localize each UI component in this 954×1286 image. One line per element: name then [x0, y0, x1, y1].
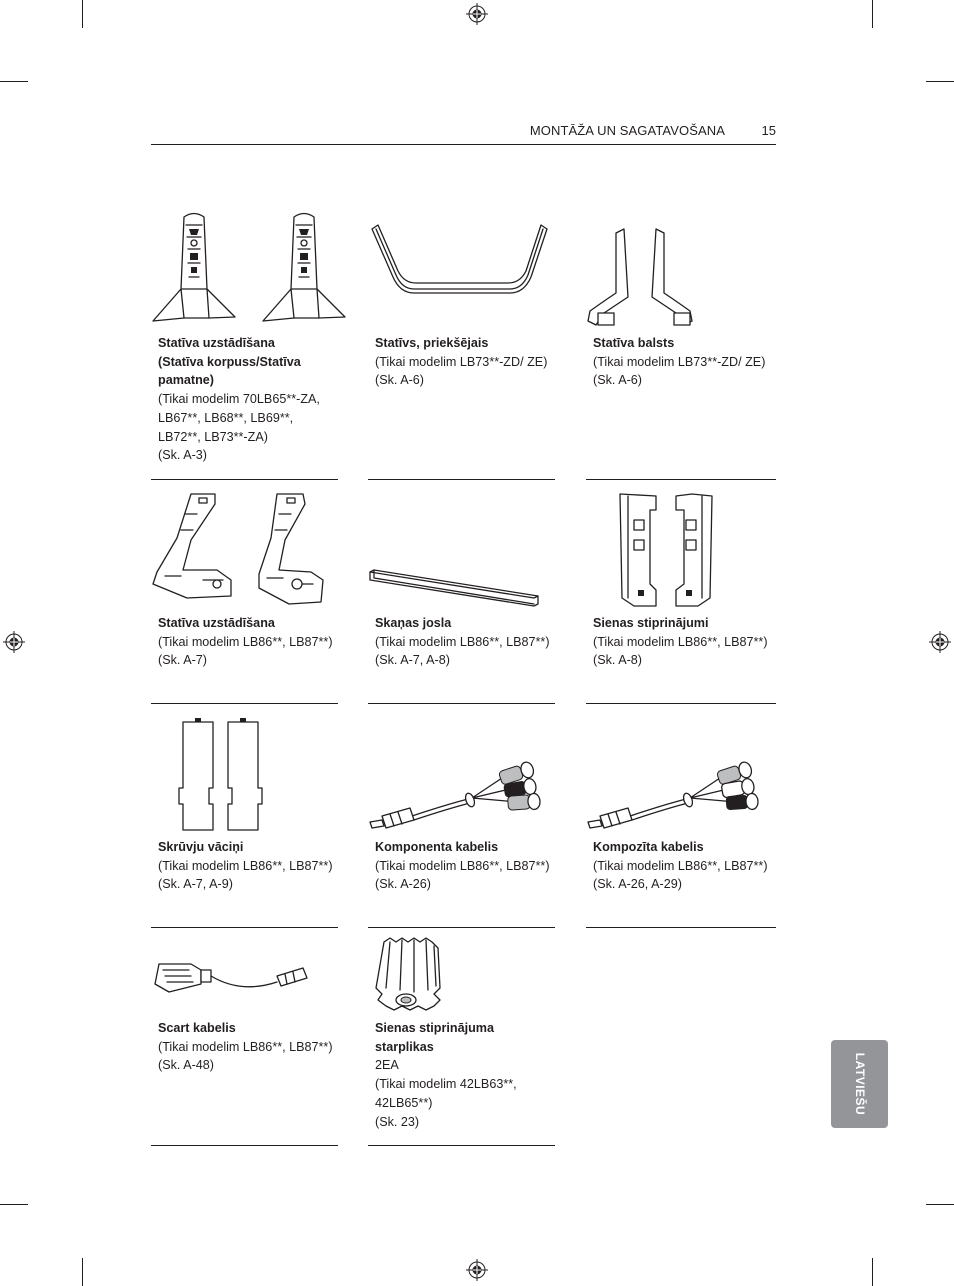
- item-description: [158, 334, 333, 465]
- item-title: Statīva uzstādīšana: [158, 616, 275, 630]
- crop-mark: [82, 1258, 83, 1286]
- item-cell: [368, 480, 555, 704]
- item-cell: [151, 928, 338, 1146]
- item-body: (Tikai modelim LB73**-ZD/ ZE) (Sk. A-6): [593, 354, 766, 388]
- item-body: (Tikai modelim LB73**-ZD/ ZE) (Sk. A-6): [375, 354, 548, 388]
- item-cell: [368, 928, 555, 1146]
- crop-mark: [926, 1204, 954, 1205]
- item-cell: [586, 205, 776, 480]
- registration-mark-icon: [929, 631, 951, 653]
- screw-caps-icon: [151, 704, 338, 834]
- item-title: Statīva balsts: [593, 336, 675, 350]
- crop-mark: [0, 1204, 28, 1205]
- item-body: (Tikai modelim LB86**, LB87**) (Sk. A-7): [158, 634, 333, 668]
- item-cell: [586, 480, 776, 704]
- item-description: [593, 334, 768, 390]
- scart-cable-icon: [151, 928, 338, 1018]
- item-body: (Tikai modelim LB86**, LB87**) (Sk. A-7, A-8): [375, 634, 550, 668]
- crop-mark: [82, 0, 83, 28]
- item-body: (Tikai modelim LB86**, LB87**) (Sk. A-7, A-9): [158, 858, 333, 892]
- item-cell: [586, 704, 776, 928]
- item-description: [375, 614, 550, 670]
- item-title: Sienas stiprinājuma starplikas: [375, 1021, 494, 1054]
- page-number: 15: [761, 123, 776, 138]
- item-description: [158, 838, 333, 894]
- page-header: [151, 120, 776, 145]
- item-cell: [368, 205, 555, 480]
- item-title: Skaņas josla: [375, 616, 452, 630]
- item-title: Scart kabelis: [158, 1021, 236, 1035]
- stand-assembly-lb86-icon: [151, 480, 338, 610]
- item-description: [593, 614, 768, 670]
- item-cell: [151, 704, 338, 928]
- language-tab-label: LATVIEŠU: [852, 1052, 867, 1116]
- item-description: [375, 334, 550, 390]
- item-body: (Tikai modelim 70LB65**-ZA, LB67**, LB68**, LB69**, LB72**, LB73**-ZA) (Sk. A-3): [158, 392, 320, 463]
- item-description: [375, 1019, 550, 1131]
- registration-mark-icon: [3, 631, 25, 653]
- item-title: Skrūvju vāciņi: [158, 840, 244, 854]
- item-body: (Tikai modelim LB86**, LB87**) (Sk. A-26): [375, 858, 550, 892]
- item-body: (Tikai modelim LB86**, LB87**) (Sk. A-48): [158, 1039, 333, 1073]
- front-stand-icon: [368, 205, 555, 330]
- stand-assembly-icon: [151, 205, 338, 330]
- component-cable-icon: [368, 704, 555, 834]
- item-description: [158, 1019, 333, 1075]
- crop-mark: [0, 81, 28, 82]
- language-tab: [831, 1040, 888, 1128]
- item-title: Kompozīta kabelis: [593, 840, 704, 854]
- wall-spacer-icon: [368, 928, 555, 1018]
- section-title: MONTĀŽA UN SAGATAVOŠANA: [529, 123, 725, 138]
- item-cell: [368, 704, 555, 928]
- item-title: Statīvs, priekšējais: [375, 336, 489, 350]
- item-title: Komponenta kabelis: [375, 840, 499, 854]
- wall-brackets-icon: [586, 480, 776, 610]
- item-body: (Tikai modelim LB86**, LB87**) (Sk. A-8): [593, 634, 768, 668]
- crop-mark: [872, 0, 873, 28]
- item-description: [593, 838, 768, 894]
- sound-bar-icon: [368, 480, 555, 610]
- item-cell: [151, 480, 338, 704]
- item-body: (Tikai modelim LB86**, LB87**) (Sk. A-26, A-29): [593, 858, 768, 892]
- registration-mark-icon: [466, 1259, 488, 1281]
- item-title: Sienas stiprinājumi: [593, 616, 709, 630]
- composite-cable-icon: [586, 704, 776, 834]
- stand-support-icon: [586, 205, 776, 330]
- crop-mark: [872, 1258, 873, 1286]
- crop-mark: [926, 81, 954, 82]
- item-cell: [151, 205, 338, 480]
- item-title: Statīva uzstādīšana (Statīva korpuss/Statīva pamatne): [158, 336, 301, 388]
- item-description: [375, 838, 550, 894]
- registration-mark-icon: [466, 3, 488, 25]
- item-body: 2EA (Tikai modelim 42LB63**, 42LB65**) (Sk. 23): [375, 1058, 517, 1129]
- item-description: [158, 614, 333, 670]
